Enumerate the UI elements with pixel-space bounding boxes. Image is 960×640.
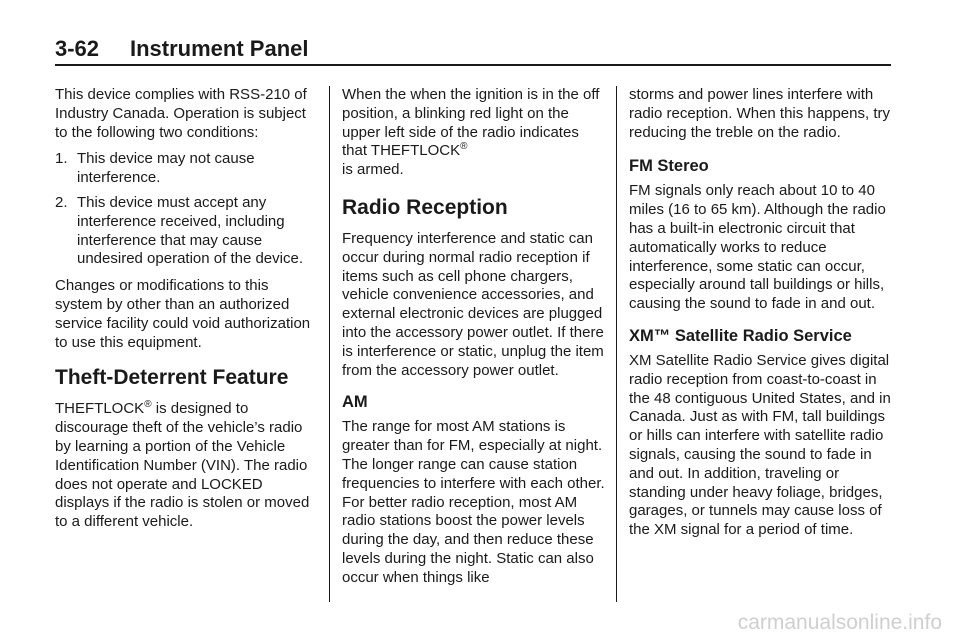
page-title: Instrument Panel	[130, 36, 309, 61]
list-item-number: 2.	[55, 193, 68, 211]
column-middle	[342, 86, 606, 596]
radio-reception-paragraph: Frequency interference and static can occur during normal radio reception if items such as cell phone chargers, vehicle convenience accessories, and external electronic devices are plugged into the accessory power outlet. If there is interference or static, unplug the item from the accessory power outlet.	[342, 229, 604, 379]
page-header	[55, 30, 891, 66]
radio-reception-heading: Radio Reception	[342, 195, 508, 219]
list-item-text: This device must accept any interference received, including interference that may cause undesired operation of the device.	[77, 193, 303, 268]
column-divider	[616, 86, 617, 602]
theftlock-brand: THEFTLOCK	[55, 400, 145, 418]
ignition-text: When the when the ignition is in the off position, a blinking red light on the upper left side of the radio indicates that THEFTLOCK	[342, 86, 600, 160]
theft-deterrent-heading: Theft-Deterrent Feature	[55, 366, 289, 390]
column-right	[629, 86, 893, 548]
registered-mark: ®	[460, 141, 468, 153]
page-number: 3-62	[55, 36, 100, 61]
compliance-intro: This device complies with RSS-210 of Industry Canada. Operation is subject to the following two conditions:	[55, 86, 307, 141]
list-item	[55, 194, 315, 269]
fm-stereo-paragraph: FM signals only reach about 10 to 40 miles (16 to 65 km). Although the radio has a built-in electronic circuit that automatically works to reduce interference, some static can occur, especially around tall buildings or hills, causing the sound to fade in and out.	[629, 182, 886, 313]
watermark: carmanualsonline.info	[737, 611, 942, 634]
column-divider	[329, 86, 330, 602]
theft-deterrent-paragraph	[55, 400, 315, 532]
list-item-number: 1.	[55, 150, 68, 168]
theft-deterrent-body: is designed to discourage theft of the vehicle’s radio by learning a portion of the Vehicle Identification Number (VIN). The radio does not operate and LOCKED displays if the radio is stolen or moved to a different vehicle.	[55, 400, 310, 531]
list-item-text: This device may not cause interference.	[77, 150, 255, 187]
am-paragraph: The range for most AM stations is greater than for FM, especially at night. The longer range can cause station frequencies to interfere with each other. For better radio reception, most AM radio stations boost the power levels during the day, and then reduce these levels during the night. Static can also occur when things like	[342, 418, 605, 586]
registered-mark: ®	[144, 399, 152, 411]
changes-paragraph: Changes or modifications to this system by other than an authorized service facility could void authorization to use this equipment.	[55, 277, 311, 351]
xm-satellite-heading: XM™ Satellite Radio Service	[629, 326, 852, 345]
ignition-end: is armed.	[342, 161, 404, 179]
fm-stereo-heading: FM Stereo	[629, 157, 709, 176]
ignition-paragraph	[342, 86, 606, 180]
xm-satellite-paragraph: XM Satellite Radio Service gives digital radio reception from coast-to-coast in the 48 contiguous United States, and in Canada. Just as with FM, tall buildings or hills can interfere with satellite radio signals, causing the sound to fade in and out. In addition, traveling or standing under heavy foliage, bridges, garages, or tunnels may cause loss of the XM signal for a period of time.	[629, 351, 891, 539]
am-continued-paragraph: storms and power lines interfere with radio reception. When this happens, try reducing the treble on the radio.	[629, 86, 890, 141]
list-item	[55, 150, 315, 188]
conditions-list	[55, 150, 315, 269]
column-left	[55, 86, 315, 540]
am-heading: AM	[342, 393, 368, 412]
